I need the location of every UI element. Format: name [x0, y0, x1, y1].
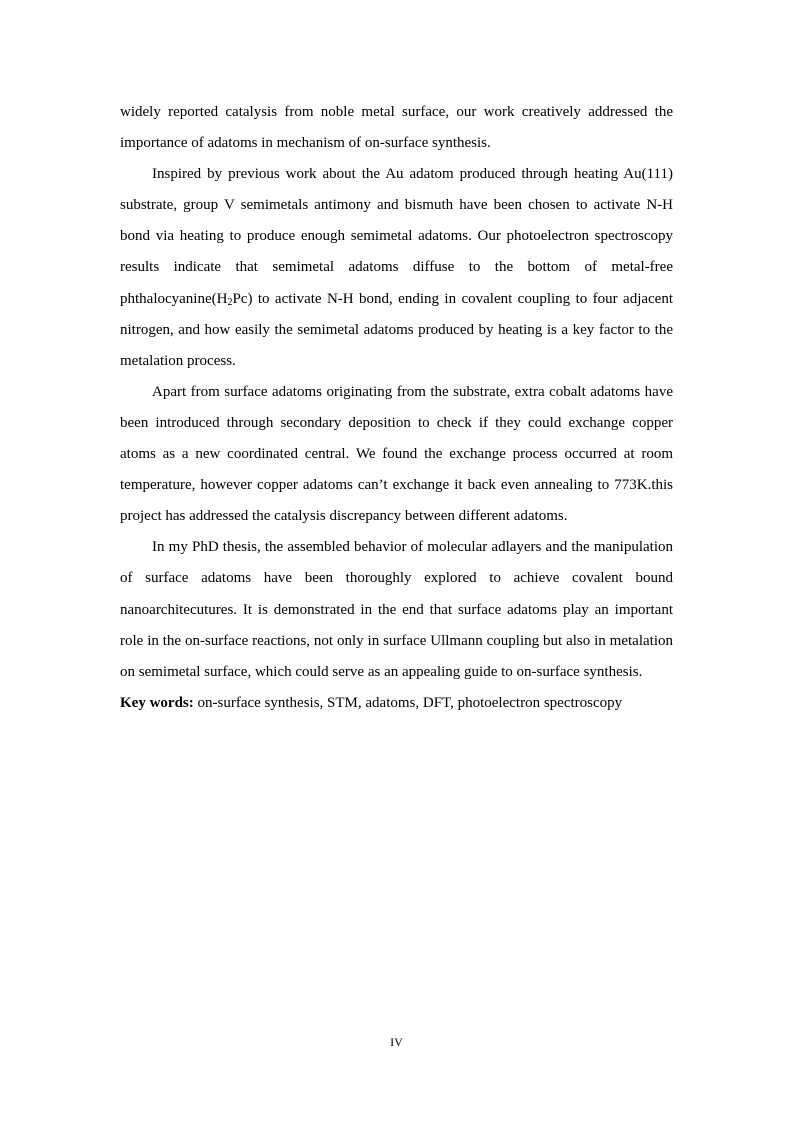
subscript: 2 [227, 296, 233, 308]
page-number: IV [390, 1035, 403, 1049]
paragraph-cobalt-adatoms: Apart from surface adatoms originating from the substrate, extra cobalt adatoms have been introduced through secondary deposition to check if they could exchange copper atoms as a new coordinated central. We found the exchange process occurred at room temperature, however copper adatoms can’t exchange it back even annealing to 773K.this project has addressed the catalysis discrepancy between different adatoms. [120, 383, 673, 525]
keywords-line [120, 688, 673, 719]
keywords-label: Key words: [120, 694, 194, 711]
paragraph-text-after: Pc) to activate N-H bond, ending in covalent coupling to four adjacent nitrogen, and how easily the semimetal adatoms produced by heating is a key factor to the metalation process. [120, 290, 673, 369]
paragraph-text: Inspired by previous work about the Au adatom produced through heating Au(111) substrate, group V semimetals antimony and bismuth have been chosen to activate N-H bond via heating to produce enough semimetal adatoms. Our photoelectron spectroscopy results indicate that semimetal adatoms diffuse to the bottom of metal-free phthalocyanine(H [120, 166, 673, 307]
body-text [120, 97, 673, 719]
paragraph-continuation: widely reported catalysis from noble metal surface, our work creatively addressed the importance of adatoms in mechanism of on-surface synthesis. [120, 104, 673, 152]
paragraph-semimetal-adatoms [120, 159, 673, 377]
keywords-text: on-surface synthesis, STM, adatoms, DFT, photoelectron spectroscopy [193, 694, 623, 711]
paragraph-phd-thesis: In my PhD thesis, the assembled behavior of molecular adlayers and the manipulation of surface adatoms have been thoroughly explored to achieve covalent bound nanoarchitecutures. It is demonstrated in the end that surface adatoms play an important role in the on-surface reactions, not only in surface Ullmann coupling but also in metalation on semimetal surface, which could serve as an appealing guide to on-surface synthesis. [120, 539, 673, 680]
